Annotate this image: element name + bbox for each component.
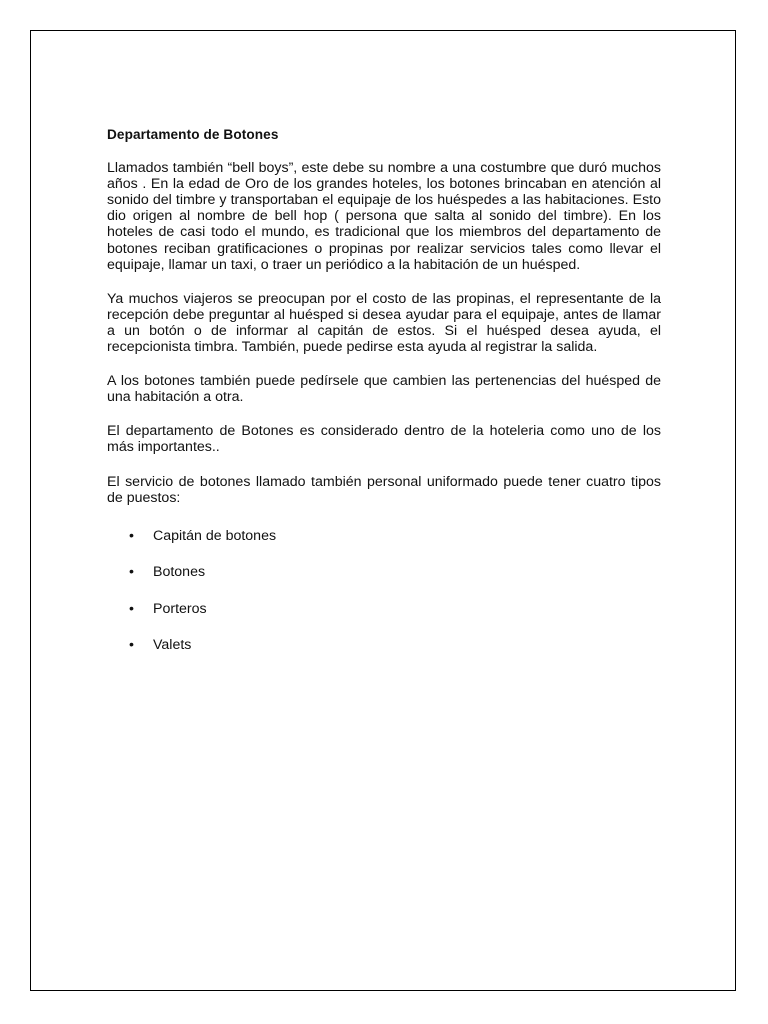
bullet-icon: • — [129, 637, 134, 654]
list-item-label: Porteros — [153, 600, 207, 617]
list-item — [107, 601, 661, 638]
list-item-label: Valets — [153, 637, 192, 654]
document-body — [107, 127, 661, 674]
bullet-icon: • — [129, 527, 134, 544]
positions-list — [107, 528, 661, 674]
list-item — [107, 564, 661, 601]
bullet-icon: • — [129, 564, 134, 581]
paragraph-importance: El departamento de Botones es considerado dentro de la hoteleria como uno de los más importantes.. — [107, 423, 661, 456]
list-item-label: Botones — [153, 564, 206, 581]
paragraph-positions: El servicio de botones llamado también personal uniformado puede tener cuatro tipos de puestos: — [107, 473, 661, 506]
list-item — [107, 637, 661, 674]
document-page — [30, 30, 736, 991]
paragraph-intro: Llamados también “bell boys”, este debe su nombre a una costumbre que duró muchos años . En la edad de Oro de los grandes hoteles, los botones brincaban en atención al sonido del timbre y transportaban el equipaje de los huéspedes a las habitaciones. Esto dio origen al nombre de bell hop ( persona que salta al sonido del timbre). En los hoteles de casi todo el mundo, es tradicional que los miembros del departamento de botones reciban gratificaciones o propinas por realizar servicios tales como llevar el equipaje, llamar un taxi, o traer un periódico a la habitación de un huésped. — [107, 160, 661, 273]
list-item — [107, 528, 661, 565]
document-title: Departamento de Botones — [107, 127, 279, 142]
list-item-label: Capitán de botones — [153, 527, 277, 544]
bullet-icon: • — [129, 600, 134, 617]
paragraph-belongings: A los botones también puede pedírsele que cambien las pertenencias del huésped de una habitación a otra. — [107, 373, 661, 406]
paragraph-tips: Ya muchos viajeros se preocupan por el costo de las propinas, el representante de la recepción debe preguntar al huésped si desea ayudar para el equipaje, antes de llamar a un botón o de informar al capitán de estos. Si el huésped desea ayuda, el recepcionista timbra. También, puede pedirse esta ayuda al registrar la salida. — [107, 290, 661, 356]
